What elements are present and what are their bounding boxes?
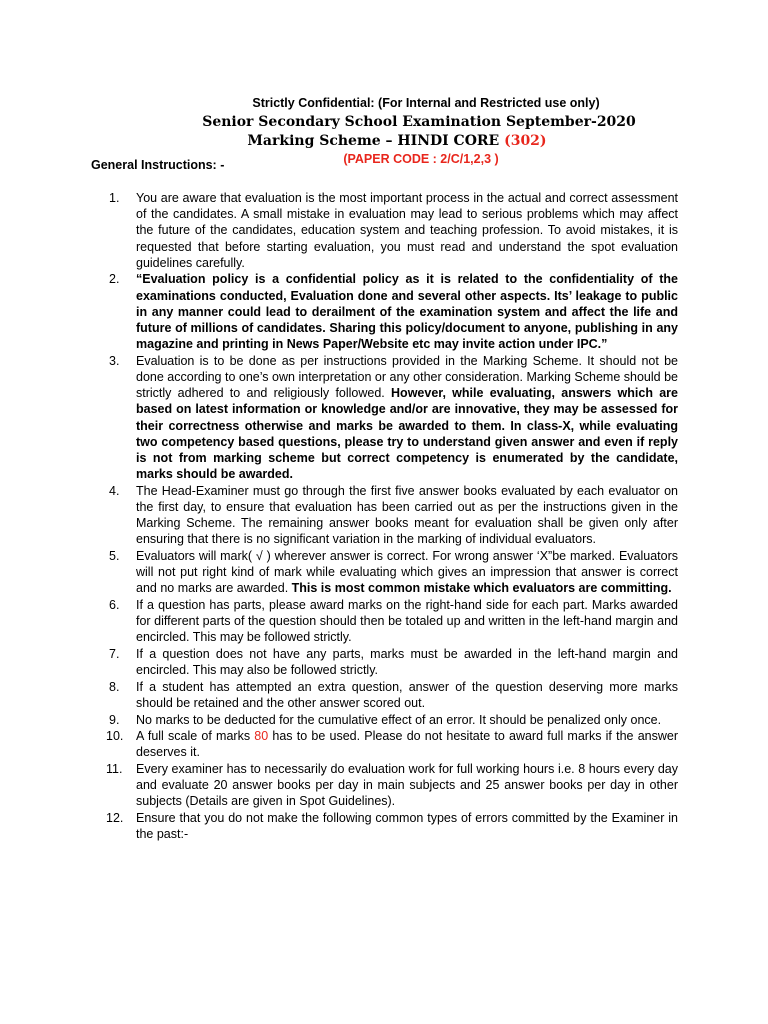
item-number: 11. <box>106 762 123 777</box>
item-number: 10. <box>106 729 124 744</box>
item-number: 3. <box>109 353 120 368</box>
item-number: 9. <box>109 712 120 727</box>
item-text: The Head-Examiner must go through the first five answer books evaluated by each evaluator on the first day, to ensure that evaluation has been carried out as per the instructions given in the Marking Scheme. The remaining answer books meant for evaluation shall be given only after ensuring that there is no significant variation in the marking of individual evaluators. <box>136 483 678 547</box>
paper-code: (PAPER CODE : 2/C/1,2,3 ) <box>343 152 499 166</box>
instruction-item <box>109 271 678 352</box>
instructions-list <box>106 190 678 843</box>
item-text-bold: “Evaluation policy is a confidential policy as it is related to the confidentiality of the examinations conducted, Evaluation done and several other aspects. Its’ leakage to public in any manner could lead to derailment of the examination system and affect the life and future of millions of candidates. Sharing this policy/document to anyone, publishing in any magazine and printing in News Paper/Website etc may invite action under IPC.” <box>136 272 678 352</box>
item-text: Every examiner has to necessarily do evaluation work for full working hours i.e. 8 hours every day and evaluate 20 answer books per day in main subjects and 25 answer books per day in other subjects (Details are given in Spot Guidelines). <box>136 762 678 809</box>
item-number: 12. <box>106 811 124 826</box>
exam-title: Senior Secondary School Examination September-2020 <box>202 114 636 130</box>
marking-scheme-subject: Marking Scheme – HINDI CORE <box>247 133 505 149</box>
item-number: 6. <box>109 598 120 613</box>
item-text: has to be used. Please do not hesitate to award full marks if the answer deserves it. <box>136 729 678 760</box>
item-text: Evaluators will mark( √ ) wherever answer is correct. For wrong answer ‘X”be marked. Evaluators will not put right kind of mark while evaluating which gives an impression that answer is correct and no marks are awarded. <box>136 549 678 596</box>
instruction-item <box>106 761 678 810</box>
item-text-bold: This is most common mistake which evaluators are committing. <box>291 581 672 596</box>
instruction-item <box>109 712 678 728</box>
instruction-item <box>109 190 678 271</box>
subject-code: (302) <box>504 133 547 149</box>
instruction-item <box>106 810 678 842</box>
item-text: If a question has parts, please award marks on the right-hand side for each part. Marks awarded for different parts of the question should then be totaled up and written in the left-hand margin and encircled. This may be followed strictly. <box>136 598 678 645</box>
marking-scheme-title <box>13 133 768 149</box>
item-number: 1. <box>109 191 120 205</box>
general-instructions-heading: General Instructions: - <box>91 158 225 172</box>
item-text-bold: However, while evaluating, answers which are based on latest information or knowledge and/or are innovative, they may be assessed for their correctness otherwise and marks be awarded to them. In class-X, while evaluating two competency based questions, please try to understand given answer and even if reply is not from marking scheme but correct competency is enumerated by the candidate, marks should be awarded. <box>136 386 678 482</box>
instruction-item <box>109 483 678 548</box>
full-marks-value: 80 <box>254 729 269 744</box>
item-text: A full scale of marks <box>136 729 255 744</box>
item-text: No marks to be deducted for the cumulative effect of an error. It should be penalized only once. <box>136 712 662 727</box>
instruction-item <box>109 353 678 483</box>
item-number: 8. <box>109 679 120 694</box>
instruction-item <box>109 597 678 646</box>
item-text: If a student has attempted an extra question, answer of the question deserving more marks should be retained and the other answer scored out. <box>136 679 678 711</box>
confidential-notice: Strictly Confidential: (For Internal and Restricted use only) <box>252 96 600 110</box>
item-number: 4. <box>109 483 120 498</box>
item-number: 5. <box>109 549 120 564</box>
item-text: Evaluation is to be done as per instructions provided in the Marking Scheme. It should not be done according to one’s own interpretation or any other consideration. Marking Scheme should be strictly adhered to and religiously followed. <box>136 353 678 401</box>
item-number: 7. <box>109 647 120 662</box>
item-text: If a question does not have any parts, marks must be awarded in the left-hand margin and encircled. This may also be followed strictly. <box>136 647 678 678</box>
item-text: You are aware that evaluation is the most important process in the actual and correct assessment of the candidates. A small mistake in evaluation may lead to serious problems which may affect the future of the candidates, education system and teaching profession. To avoid mistakes, it is requested that before starting evaluation, you must read and understand the spot evaluation guidelines carefully. <box>136 191 678 270</box>
item-text: Ensure that you do not make the following common types of errors committed by the Examiner in the past:- <box>136 811 678 842</box>
instruction-item <box>109 548 678 597</box>
instruction-item <box>109 679 678 711</box>
instruction-item <box>109 646 678 678</box>
instruction-item <box>106 728 678 760</box>
item-number: 2. <box>109 272 120 287</box>
